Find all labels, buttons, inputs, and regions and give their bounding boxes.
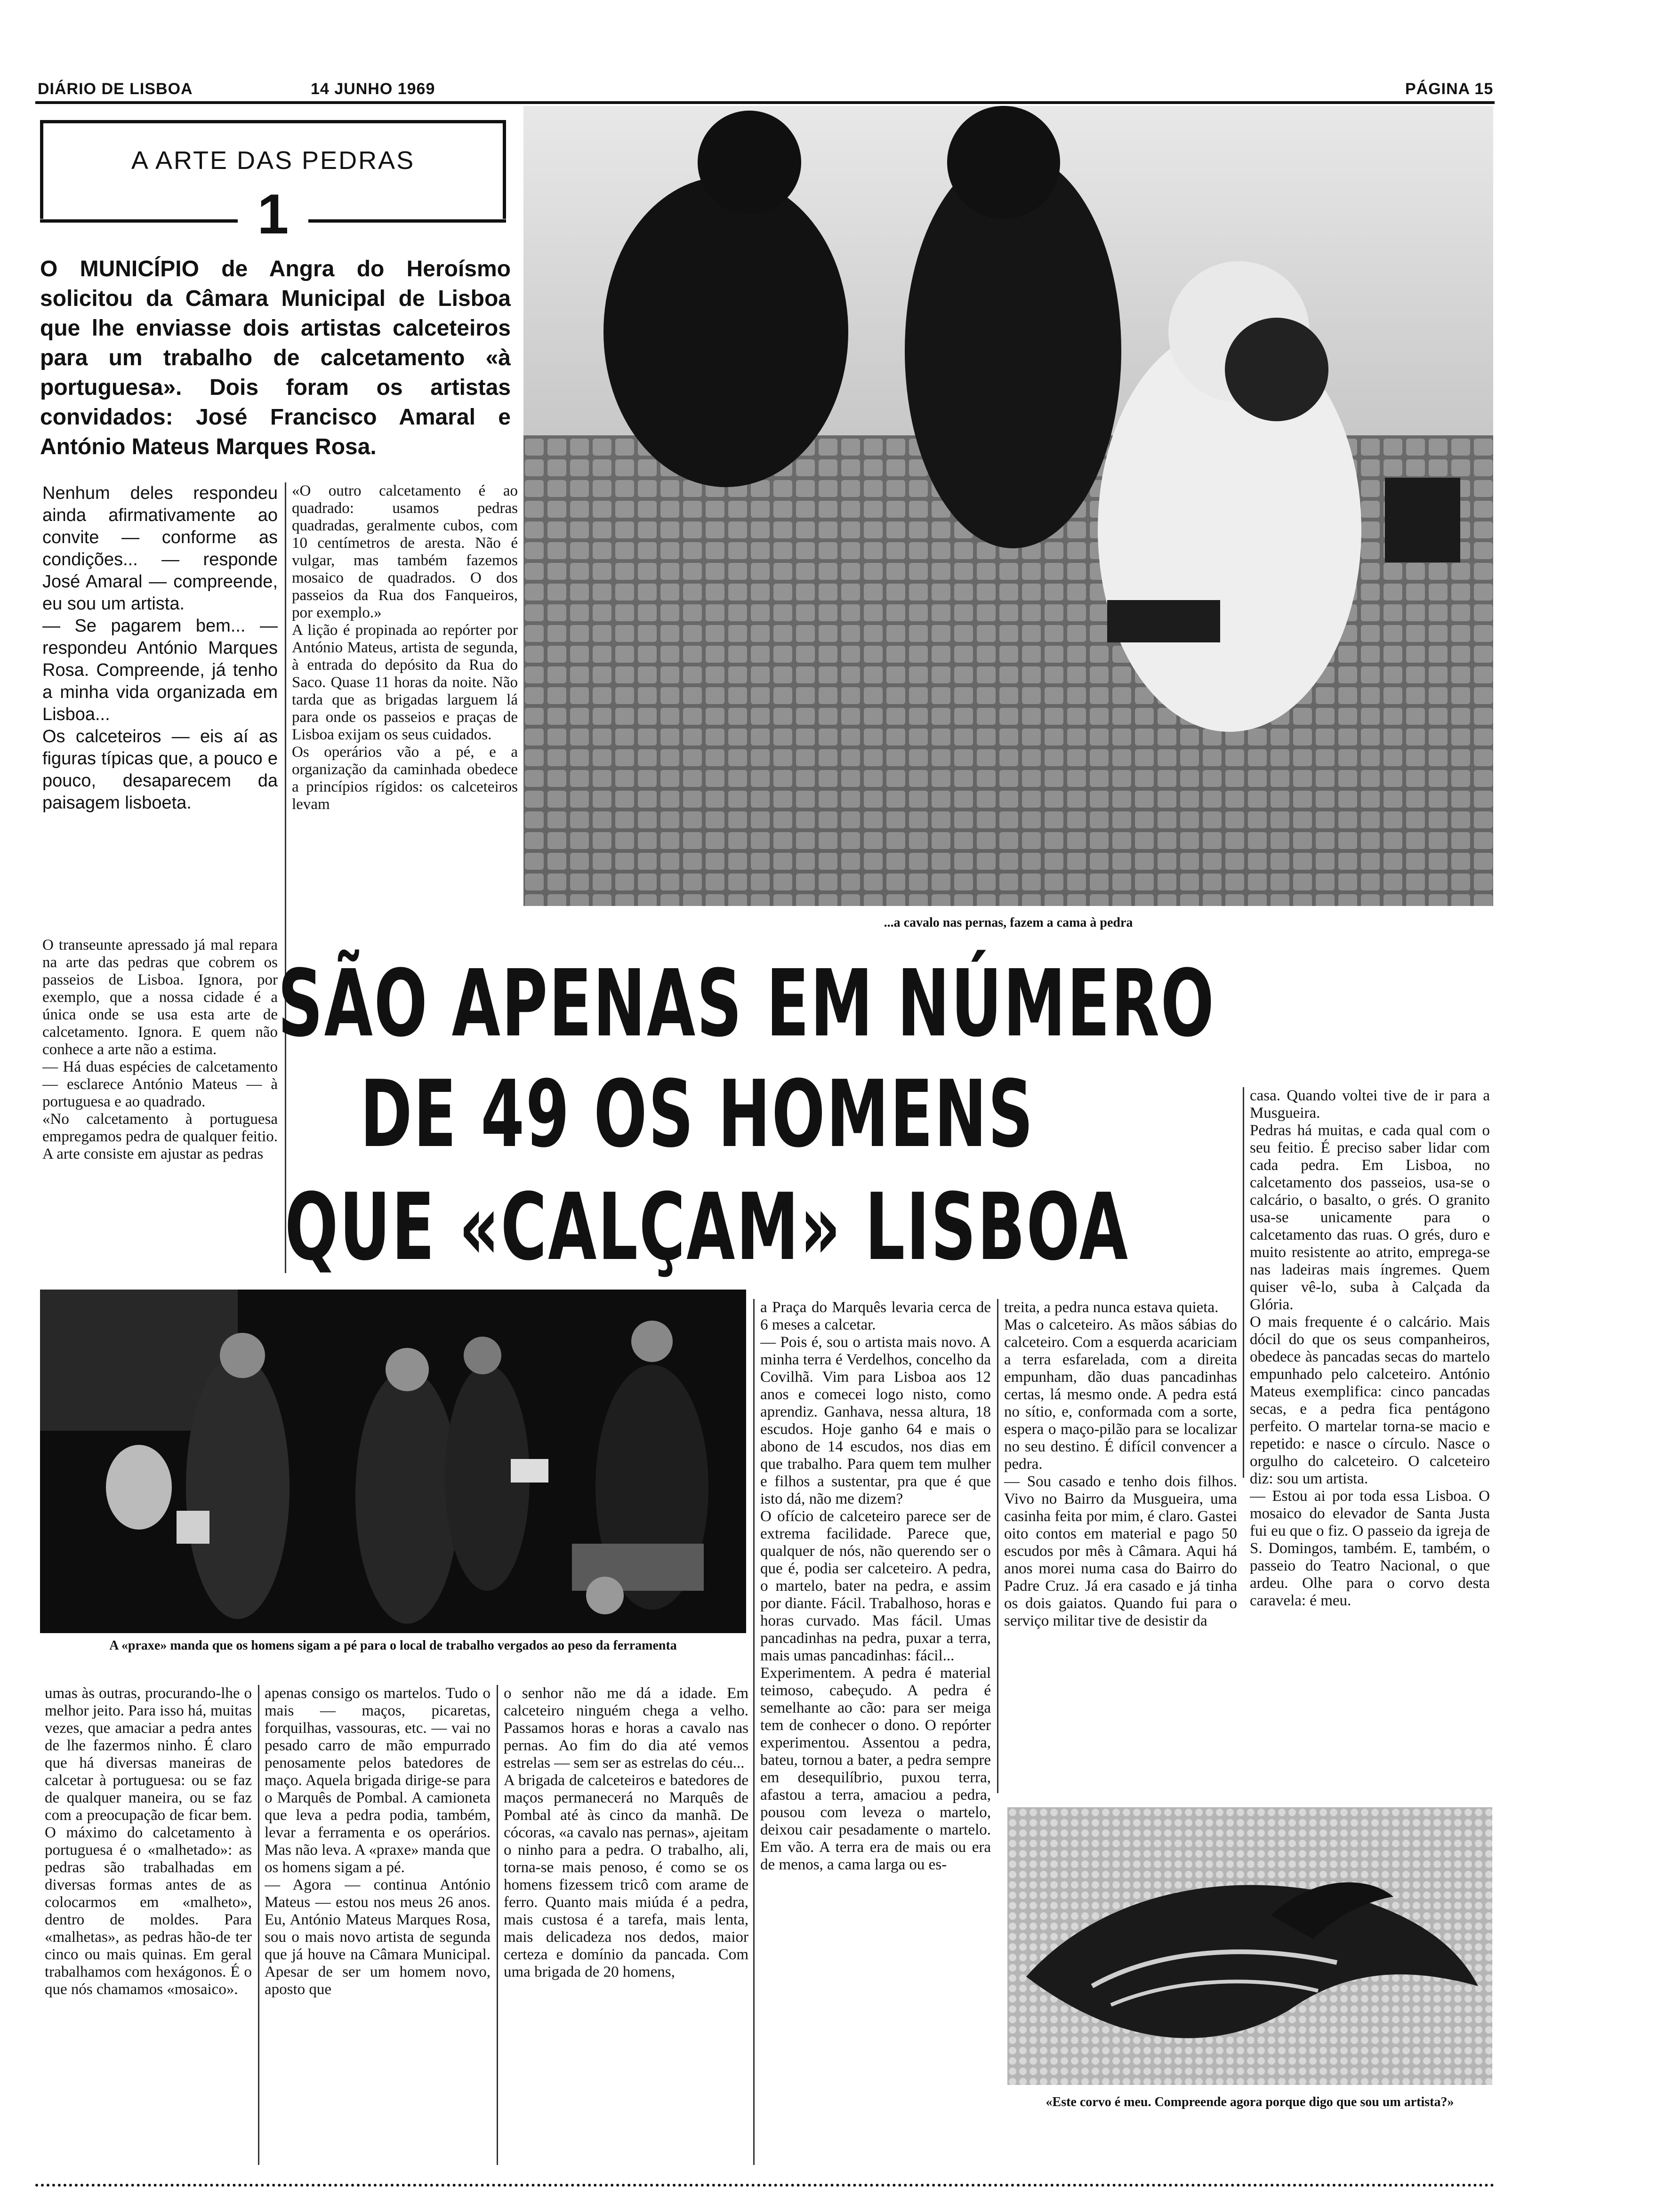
series-rule-left [40, 219, 238, 223]
article-col-bottom-2: apenas consigo os martelos. Tudo o mais — maços, picaretas, forquilhas, vassouras, etc. — vai no pesado carro de mão empurrado penosamente pelos batedores de maço. Aquela brigada dirige-se para o Marquês de Pombal. A camioneta que leva a pedra podia, também, levar a ferramenta e os operários. Mas não leva. A «praxe» manda que os homens sigam a pé. — Agora — continua António Mateus — estou nos meus 26 anos. Eu, António Mateus Marques Rosa, sou o mais novo artista de segunda que já houve na Câmara Municipal. Apesar de ser um homem novo, aposto que [265, 1685, 491, 1998]
photo2-caption: A «praxe» manda que os homens sigam a pé para o local de trabalho vergados ao peso da ferramenta [109, 1638, 677, 1653]
article-col2: «O outro calcetamento é ao quadrado: usamos pedras quadradas, geralmente cubos, com 10 centímetros de aresta. Não é vulgar, mas também fazemos mosaico de quadrados. O dos passeios da Rua dos Fanqueiros, por exemplo.» A lição é propinada ao repórter por António Mateus, artista de segunda, à entrada do depósito da Rua do Saco. Quase 11 horas da noite. Não tarda que as brigadas larguem lá para onde os passeios e praças de Lisboa exijam os seus cuidados. Os operários vão a pé, e a organização da caminhada obedece a princípios rígidos: os calceteiros levam [292, 482, 518, 813]
article-col1-bottom: O transeunte apressado já mal repara na arte das pedras que cobrem os passeios de Lisboa. Ignora, por exemplo, que a nossa cidade é a única onde se usa esta arte de calcetamento. Ignora. E quem não conhece a arte não a estima. — Há duas espécies de calcetamento — esclarece António Mateus — à portuguesa e ao quadrado. «No calcetamento à portuguesa empregamos pedra de qualquer feitio. A arte consiste em ajustar as pedras [42, 937, 278, 1162]
article-col-middle-1: a Praça do Marquês levaria cerca de 6 meses a calcetar. — Pois é, sou o artista mais novo. A minha terra é Verdelhos, concelho da Covilhã. Vim para Lisboa aos 12 anos e comecei logo nisto, como aprendiz. Ganhava, nessa altura, 18 escudos. Hoje ganho 64 e mais o abono de 14 escudos, nos dias em que trabalho. Para quem tem mulher e filhos a sustentar, pra que é que isto dá, não me dizem? O ofício de calceteiro parece ser de extrema facilidade. Parece que, qualquer de nós, não querendo ser o que é, podia ser calceteiro. A pedra, o martelo, bater na pedra, e assim por diante. Fácil. Trabalhoso, horas e horas curvado. Mas fácil. Umas pancadinhas na pedra, puxar a terra, mais umas pancadinhas: fácil... Experimentem. A pedra é material teimoso, cabeçudo. A pedra é semelhante ao cão: para ser meiga tem de conhecer o dono. O repórter experimentou. Assentou a pedra, bateu, tornou a bater, a pedra sempre em desequilíbrio, puxou terra, afastou a terra, amaciou a pedra, pousou com leveza o martelo, deixou cair pesadamente o martelo. Em vão. A terra era de mais ou era de menos, a cama larga ou es- [760, 1299, 991, 1873]
page-number: PÁGINA 15 [1405, 80, 1494, 98]
headline-line-3: QUE «CALÇAM» LISBOA [285, 1174, 1129, 1281]
article-col-bottom-1: umas às outras, procurando-lhe o melhor jeito. Para isso há, muitas vezes, que amaciar a pedra antes de lhe fazermos ninho. É claro que há diversas maneiras de calcetar à portuguesa: ou se faz de qualquer maneira, ou se faz com a preocupação de ficar bem. O máximo do calcetamento à portuguesa é o «malhetado»: as pedras são trabalhadas em diversas formas antes de as colocarmos em «malheto», dentro de moldes. Para «malhetas», as pedras hão-de ter cinco ou mais quinas. Em geral trabalhamos com hexágonos. É o que nós chamamos «mosaico». [45, 1685, 252, 1998]
series-rule-right [308, 219, 506, 223]
photo-workers-walking [40, 1290, 746, 1633]
column-divider [997, 1299, 998, 1793]
column-divider [285, 482, 286, 1273]
article-col-bottom-3: o senhor não me dá a idade. Em calceteiro ninguém chega a velho. Passamos horas e horas a cavalo nas pernas. Ao fim do dia até vemos estrelas — sem ser as estrelas do céu... A brigada de calceteiros e batedores de maços permanecerá no Marquês de Pombal até às cinco da manhã. De cócoras, «a cavalo nas pernas», ajeitam o ninho para a pedra. O trabalho, ali, torna-se mais penoso, é como se os homens fizessem tricô com arame de ferro. Quanto mais miúda é a pedra, mais custosa é a tarefa, mais lenta, mais delicadeza nos dedos, maior certeza e domínio da pancada. Com uma brigada de 20 homens, [504, 1685, 748, 1980]
photo-workers-laying-stones [523, 106, 1493, 906]
column-divider [497, 1685, 498, 2165]
photo-image [40, 1290, 746, 1633]
article-col1-top: Nenhum deles respondeu ainda afirmativamente ao convite — conforme as condições... — responde José Amaral — compreende, eu sou um artista. — Se pagarem bem... — respondeu António Marques Rosa. Compreende, já tenho a minha vida organizada em Lisboa... Os calceteiros — eis aí as figuras típicas que, a pouco e pouco, desaparecem da paisagem lisboeta. [42, 483, 278, 813]
bottom-dotted-rule [35, 2184, 1495, 2187]
lead-paragraph: O MUNICÍPIO de Angra do Heroísmo solicitou da Câmara Municipal de Lisboa que lhe enviasse dois artistas calceteiros para um trabalho de calcetamento «à portuguesa». Dois foram os artistas convidados: José Francisco Amaral e António Mateus Marques Rosa. [40, 256, 511, 459]
newspaper-name: DIÁRIO DE LISBOA [38, 80, 193, 98]
headline-line-2: DE 49 OS HOMENS [360, 1061, 1035, 1168]
header-rule [35, 101, 1495, 104]
article-col-middle-2: treita, a pedra nunca estava quieta. Mas o calceteiro. As mãos sábias do calceteiro. Com a esquerda acariciam a terra esfarelada, com a direita empunham, dão duas pancadinhas certas, lá mesmo onde. A pedra está no sítio, e, conformada com a sorte, espera o maço-pilão para se localizar no seu destino. É difícil convencer a pedra. — Sou casado e tenho dois filhos. Vivo no Bairro da Musgueira, uma casinha feita por mim, é claro. Gastei oito contos em material e pago 50 escudos por mês à Câmara. Aqui há anos morei numa casa do Bairro do Padre Cruz. Já era casado e já tinha os dois gaiatos. Quando fui para o serviço militar tive de desistir da [1004, 1299, 1237, 1629]
photo-image [1007, 1807, 1492, 2085]
photo-image [523, 106, 1493, 906]
right-column-divider [1243, 1087, 1244, 1478]
series-number: 1 [257, 183, 289, 246]
article-col-right: casa. Quando voltei tive de ir para a Musgueira. Pedras há muitas, e cada qual com o seu feitio. É preciso saber lidar com cada pedra. Em Lisboa, no calcetamento dos passeios, usa-se o calcário, o basalto, o grés. O granito usa-se unicamente para o calcetamento das ruas. O grés, duro e muito resistente ao atrito, emprega-se nas ladeiras mais íngremes. Quem quiser vê-lo, suba à Calçada da Glória. O mais frequente é o calcário. Mais dócil do que os seus companheiros, obedece às pancadas secas do martelo empunhado pelo calceteiro. António Mateus exemplifica: cinco pancadas secas, e a pedra fica pentágono perfeito. O martelar torna-se macio e repetido: e nasce o círculo. Nasce o orgulho do calceteiro. O calceteiro diz: sou um artista. — Estou ai por toda essa Lisboa. O mosaico do elevador de Santa Justa fui eu que o fiz. O passeio da igreja de S. Domingos, também. E, também, o passeio do Teatro Nacional, o que ardeu. Olhe para o corvo desta caravela: é meu. [1250, 1087, 1490, 1609]
column-divider [258, 1685, 259, 2165]
issue-date: 14 JUNHO 1969 [311, 80, 435, 98]
photo-crow-mosaic [1007, 1807, 1492, 2085]
series-title: A ARTE DAS PEDRAS [131, 146, 415, 175]
headline-line-1: SÃO APENAS EM NÚMERO [278, 950, 1215, 1058]
column-divider [753, 1299, 755, 2165]
photo3-caption: «Este corvo é meu. Compreende agora porque digo que sou um artista?» [1046, 2095, 1454, 2109]
photo1-caption: ...a cavalo nas pernas, fazem a cama à pedra [884, 915, 1133, 930]
